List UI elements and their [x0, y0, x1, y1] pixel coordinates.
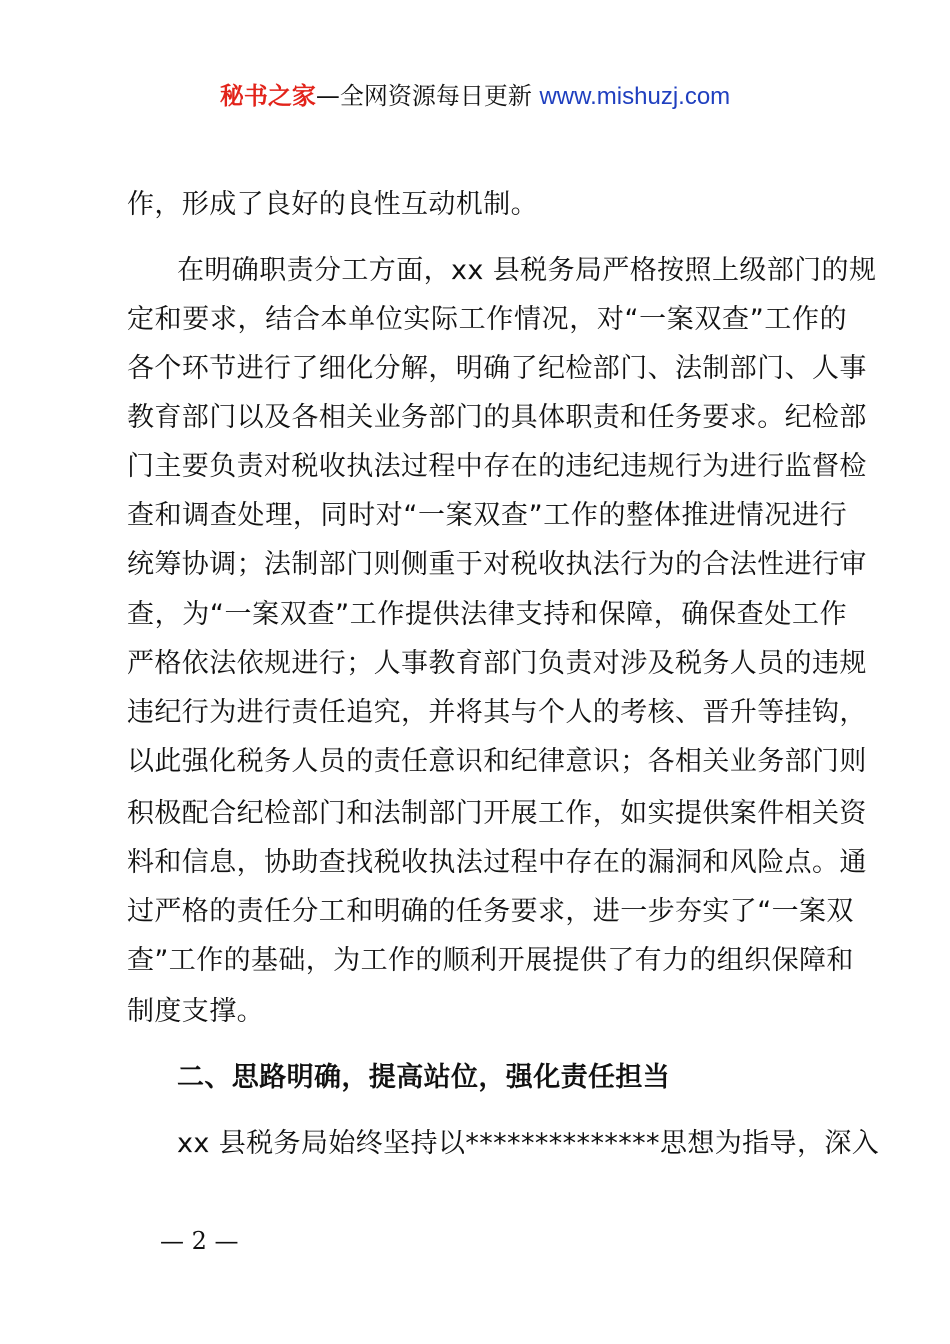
page-number: — 2 — — [160, 1227, 239, 1255]
site-header — [0, 80, 950, 113]
paragraph-line: 严格依法依规进行；人事教育部门负责对涉及税务人员的违规 — [127, 648, 867, 679]
site-url-link[interactable]: www.mishuzj.com — [539, 83, 731, 110]
paragraph-line: 违纪行为进行责任追究，并将其与个人的考核、晋升等挂钩， — [127, 697, 867, 728]
paragraph-line: 料和信息，协助查找税收执法过程中存在的漏洞和风险点。通 — [127, 847, 867, 878]
paragraph-line: 在明确职责分工方面，xx 县税务局严格按照上级部门的规 — [177, 255, 877, 286]
section-heading: 二、思路明确，提高站位，强化责任担当 — [177, 1062, 671, 1093]
paragraph-line: 积极配合纪检部门和法制部门开展工作，如实提供案件相关资 — [127, 798, 867, 829]
header-tagline: —全网资源每日更新 — [315, 82, 540, 110]
paragraph-line: 过严格的责任分工和明确的任务要求，进一步夯实了“一案双 — [127, 896, 854, 927]
paragraph-line: 制度支撑。 — [127, 996, 264, 1027]
paragraph-line: 统筹协调；法制部门则侧重于对税收执法行为的合法性进行审 — [127, 549, 867, 580]
brand-name: 秘书之家 — [219, 82, 316, 110]
paragraph-line: 门主要负责对税收执法过程中存在的违纪违规行为进行监督检 — [127, 451, 867, 482]
paragraph-line: 各个环节进行了细化分解，明确了纪检部门、法制部门、人事 — [127, 353, 867, 384]
paragraph-line: 教育部门以及各相关业务部门的具体职责和任务要求。纪检部 — [127, 402, 867, 433]
paragraph-line: 查，为“一案双查”工作提供法律支持和保障，确保查处工作 — [127, 599, 847, 630]
paragraph-line: 查”工作的基础，为工作的顺利开展提供了有力的组织保障和 — [127, 945, 854, 976]
paragraph-line: 定和要求，结合本单位实际工作情况，对“一案双查”工作的 — [127, 304, 847, 335]
paragraph-line: 以此强化税务人员的责任意识和纪律意识；各相关业务部门则 — [127, 746, 867, 777]
paragraph-line: 作，形成了良好的良性互动机制。 — [127, 189, 538, 220]
paragraph-line: 查和调查处理，同时对“一案双查”工作的整体推进情况进行 — [127, 500, 847, 531]
paragraph-line: xx 县税务局始终坚持以**************思想为指导，深入 — [177, 1128, 880, 1159]
